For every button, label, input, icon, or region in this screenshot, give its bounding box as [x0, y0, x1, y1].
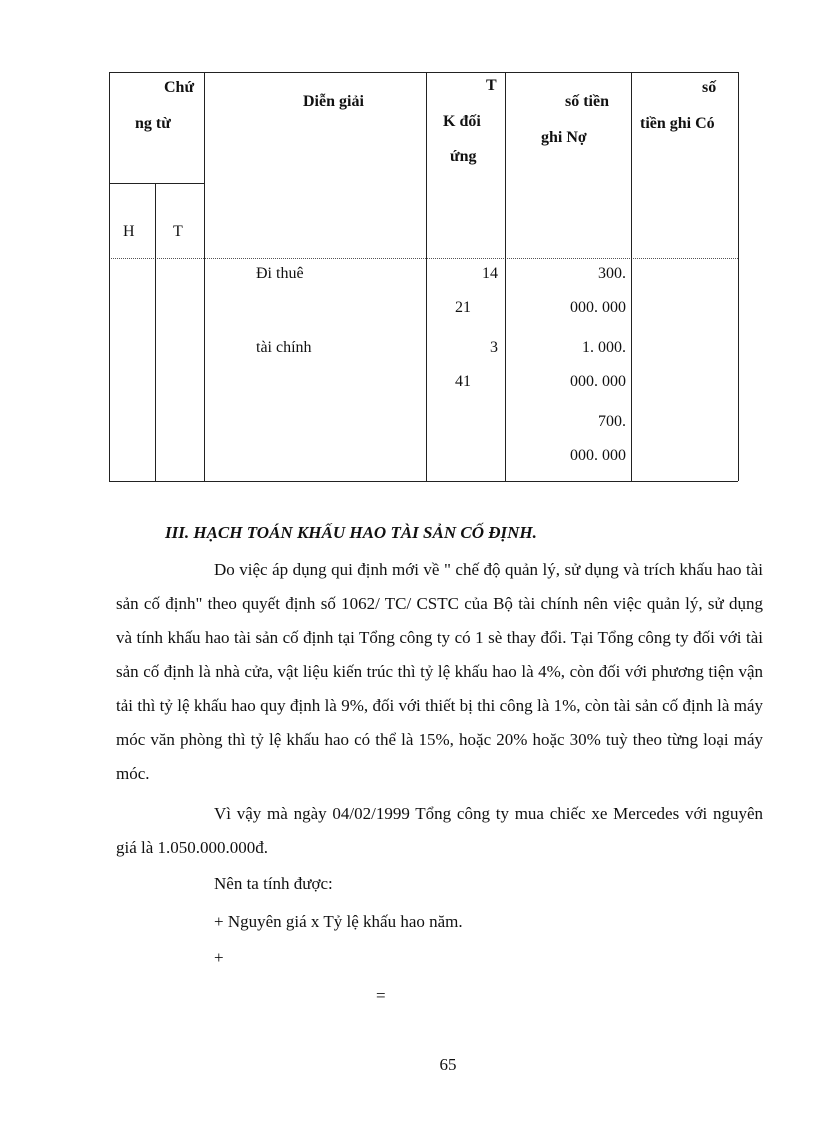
header-h: H — [123, 223, 135, 240]
row-3-dien-giai: tài chính — [256, 339, 312, 356]
tk-right-border — [505, 72, 506, 481]
header-co-line2: tiền ghi Có — [640, 115, 715, 132]
table-right-border — [738, 72, 739, 481]
header-no-line1: số tiền — [565, 93, 609, 110]
row-1-dien-giai: Đi thuê — [256, 265, 304, 282]
no-right-border — [631, 72, 632, 481]
header-tk-line2: K đối — [443, 113, 481, 130]
line-nen-ta: Nên ta tính được: — [214, 874, 333, 893]
row-2-tk: 21 — [455, 299, 471, 316]
h-t-divider — [155, 183, 156, 481]
row-3-tk: 3 — [490, 339, 498, 356]
row-4-tk: 41 — [455, 373, 471, 390]
chung-tu-split-line — [110, 183, 204, 184]
header-chung-tu-line2: ng từ — [135, 115, 171, 132]
row-5-no: 700. — [598, 413, 626, 430]
row-6-no: 000. 000 — [570, 447, 626, 464]
page-number: 65 — [439, 1055, 457, 1074]
line-plus: + — [214, 948, 224, 967]
header-dien-giai: Diễn giải — [303, 93, 364, 110]
table-left-border — [109, 72, 110, 481]
line-equals: = — [376, 986, 386, 1005]
row-1-no: 300. — [598, 265, 626, 282]
header-co-line1: số — [702, 79, 717, 96]
header-chung-tu-line1: Chứ — [164, 79, 195, 96]
row-1-tk: 14 — [482, 265, 498, 282]
header-tk-line3: ứng — [450, 148, 477, 165]
chung-tu-right-border — [204, 72, 205, 481]
header-t: T — [173, 223, 183, 240]
section-heading: III. HẠCH TOÁN KHẤU HAO TÀI SẢN CỐ ĐỊNH. — [165, 523, 537, 542]
header-tk-line1: T — [486, 77, 497, 94]
paragraph-1: Do việc áp dụng qui định mới về " chế độ quản lý, sử dụng và trích khấu hao tài sản cố định" theo quyết định số 1062/ TC/ CSTC của Bộ tài chính nên việc quản lý, sử dụng và tính khấu hao tài sản cố định tại Tổng công ty có 1 sè thay đổi. Tại Tổng công ty đối với tài sản cố định là nhà cửa, vật liệu kiến trúc thì tỷ lệ khấu hao là 4%, còn đối với phương tiện vận tải thì tỷ lệ khấu hao quy định là 9%, đối với thiết bị thi công là 1%, còn tài sản cố định là máy móc văn phòng thì tỷ lệ khấu hao có thể là 15%, hoặc 20% hoặc 30% tuỳ theo từng loại máy móc. — [116, 560, 763, 783]
paragraph-2: Vì vậy mà ngày 04/02/1999 Tổng công ty mua chiếc xe Mercedes với nguyên giá là 1.050.000.000đ. — [116, 804, 763, 857]
row-3-no: 1. 000. — [582, 339, 626, 356]
dien-giai-right-border — [426, 72, 427, 481]
header-no-line2: ghi Nợ — [541, 129, 587, 146]
row-2-no: 000. 000 — [570, 299, 626, 316]
table-bottom-border — [109, 481, 738, 482]
row-4-no: 000. 000 — [570, 373, 626, 390]
line-formula-1: + Nguyên giá x Tỷ lệ khấu hao năm. — [214, 912, 463, 931]
